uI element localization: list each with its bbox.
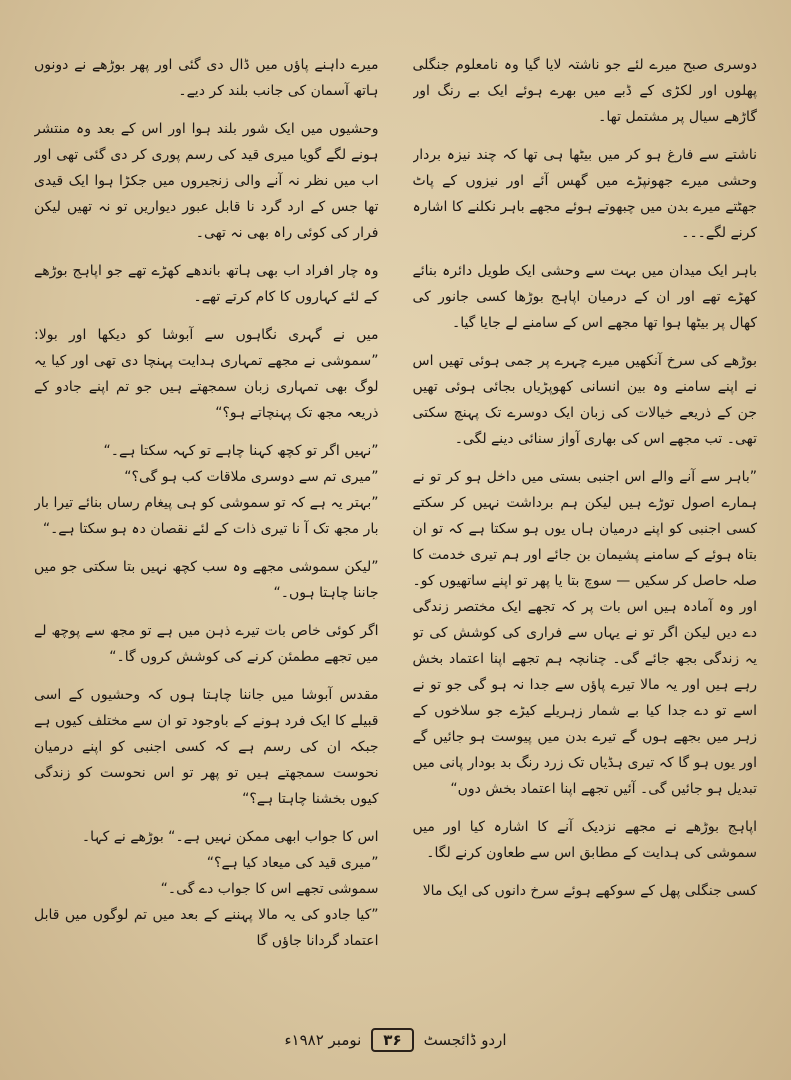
paragraph: ”بہتر یہ ہے کہ تو سموشی کو ہی پیغام رساں بنائے تیرا بار بار مجھ تک آ نا تیری ذات کے لئے نقصان دہ ہو سکتا ہے۔“: [34, 495, 379, 537]
paragraph: وحشیوں میں ایک شور بلند ہوا اور اس کے بعد وہ منتشر ہونے لگے گویا میری قید کی رسم پوری کر دی گئی تھی اور اب میں نظر نہ آنے والی زنجیروں میں جکڑا ہوا ایک قیدی تھا جس کے ارد گرد نا قابل عبور دیواریں تو نہ تھیں لیکن فرار کی کوئی راہ بھی نہ تھی۔: [34, 121, 379, 241]
dialogue-line: ”میری قید کی میعاد کیا ہے؟“: [206, 855, 379, 871]
paragraph: ”باہر سے آنے والے اس اجنبی بستی میں داخل ہو کر تو نے ہمارے اصول توڑے ہیں لیکن ہم برداشت نہیں کر سکتے کسی اجنبی کو اپنے درمیان ہاں یوں ہو سکتا ہے کہ تو ان بتاہ ہوئے کے سامنے پشیمان بن جائے اور ہم تیری خدمت کا صلہ حاصل کر سکیں — سوچ بتا یا پھر تو اپنے ساتھیوں کو۔ اور وہ آمادہ ہیں اس بات پر کہ تجھے ایک مختصر زندگی دے دیں لیکن اگر تو نے یہاں سے فراری کی کوشش کی تو یہ زندگی بجھ جائے گی۔ چنانچہ ہم تجھے اپنا اعتماد بخش رہے ہیں اور یہ مالا تیرے پاؤں سے جدا نہ ہو گی جو تو نے اسے تو دے جدا کیا بے شمار زہریلے کیڑے جو سلاخوں کے زہر میں بجھے ہوں گے تیرے بدن میں پیوست ہو جائیں گے اور یوں ہو گا کہ تیری ہڈیاں تک زرد رنگ بد بودار پانی میں تبدیل ہو جائیں گی۔ آئیں تجھے اپنا اعتماد بخش دوں“: [412, 469, 757, 797]
page-number: ۳۶: [371, 1028, 413, 1052]
paragraph: کسی جنگلی پھل کے سوکھے ہوئے سرخ دانوں کی ایک مالا: [422, 883, 757, 899]
dialogue-line: اس کا جواب ابھی ممکن نہیں ہے۔“ بوڑھے نے کہا۔: [81, 829, 379, 845]
paragraph: ”لیکن سموشی مجھے وہ سب کچھ نہیں بتا سکتی جو میں جاننا چاہتا ہوں۔“: [34, 559, 379, 601]
paragraph: ناشتے سے فارغ ہو کر میں بیٹھا ہی تھا کہ چند نیزہ بردار وحشی میرے جھونپڑے میں گھس آئے اور نیزوں کے پاٹ جھٹتے میرے بدن میں چبھوتے ہوئے مجھے باہر نکلنے کا اشارہ کرنے لگے۔۔۔: [412, 147, 757, 241]
left-column: [34, 52, 379, 997]
magazine-name: اردو ڈائجسٹ: [423, 1031, 507, 1049]
paragraph: اپاہج بوڑھے نے مجھے نزدیک آنے کا اشارہ کیا اور میں سموشی کی ہدایت کے مطابق اس سے طعاون کرنے لگا۔: [412, 819, 757, 861]
dialogue-line: سموشی تجھے اس کا جواب دے گی۔“: [160, 881, 379, 897]
paragraph: وہ چار افراد اب بھی ہاتھ باندھے کھڑے تھے جو اپاہج بوڑھے کے لئے کہاروں کا کام کرتے تھے۔: [34, 263, 379, 305]
paragraph: میں نے گہری نگاہوں سے آبوشا کو دیکھا اور بولا: ”سموشی نے مجھے تمہاری ہدایت پہنچا دی تھی اور کیا یہ لوگ بھی تمہاری زبان سمجھتے ہیں جو تم اپنے جادو کے ذریعہ مجھ تک پہنچاتے ہو؟“: [34, 327, 379, 421]
dialogue-line: ”نہیں اگر تو کچھ کہنا چاہے تو کہہ سکتا ہے۔“: [103, 443, 379, 459]
paragraph: اگر کوئی خاص بات تیرے ذہن میں ہے تو مجھ سے پوچھ لے میں تجھے مطمئن کرنے کی کوشش کروں گا۔“: [34, 623, 379, 665]
paragraph: مقدس آبوشا میں جاننا چاہتا ہوں کہ وحشیوں کے اسی قبیلے کا ایک فرد ہونے کے باوجود تو ان سے مختلف کیوں ہے جبکہ ان کی رسم ہے کہ کسی اجنبی کو اپنے درمیان نحوست سمجھتے ہیں تو پھر تو اس نحوست کو زندگی کیوں بخشنا چاہتا ہے؟“: [34, 687, 379, 807]
paragraph: دوسری صبح میرے لئے جو ناشتہ لایا گیا وہ نامعلوم جنگلی پھلوں اور لکڑی کے ڈبے میں بھرے ہوئے ایک بے رنگ اور گاڑھے سیال پر مشتمل تھا۔: [412, 57, 757, 125]
dialogue-line: ”میری تم سے دوسری ملاقات کب ہو گی؟“: [124, 469, 379, 485]
issue-date: نومبر ۱۹۸۲ء: [284, 1031, 362, 1049]
paragraph: بوڑھے کی سرخ آنکھیں میرے چہرے پر جمی ہوئی تھیں اس نے اپنے سامنے وہ بین انسانی کھوپڑیاں بجائی ہوئی تھیں جن کے ذریعے خیالات کی زبان ایک دوسرے تک پہنچ سکتی تھی۔ تب مجھے اس کی بھاری آواز سنائی دینے لگی۔: [412, 353, 757, 447]
paragraph: میرے داہنے پاؤں میں ڈال دی گئی اور پھر بوڑھے نے دونوں ہاتھ آسمان کی جانب بلند کر دیے۔: [34, 57, 379, 99]
paragraph: باہر ایک میدان میں بہت سے وحشی ایک طویل دائرہ بنائے کھڑے تھے اور ان کے درمیان اپاہج بوڑھا کسی جانور کی کھال پر بیٹھا ہوا تھا مجھے اس کے سامنے لے جایا گیا۔: [412, 263, 757, 331]
text-columns: [34, 52, 757, 997]
dialogue-line: ”کیا جادو کی یہ مالا پہننے کے بعد میں تم لوگوں میں قابل اعتماد گردانا جاؤں گا: [34, 907, 379, 949]
right-column: [413, 52, 758, 997]
page-footer: [0, 1028, 791, 1052]
